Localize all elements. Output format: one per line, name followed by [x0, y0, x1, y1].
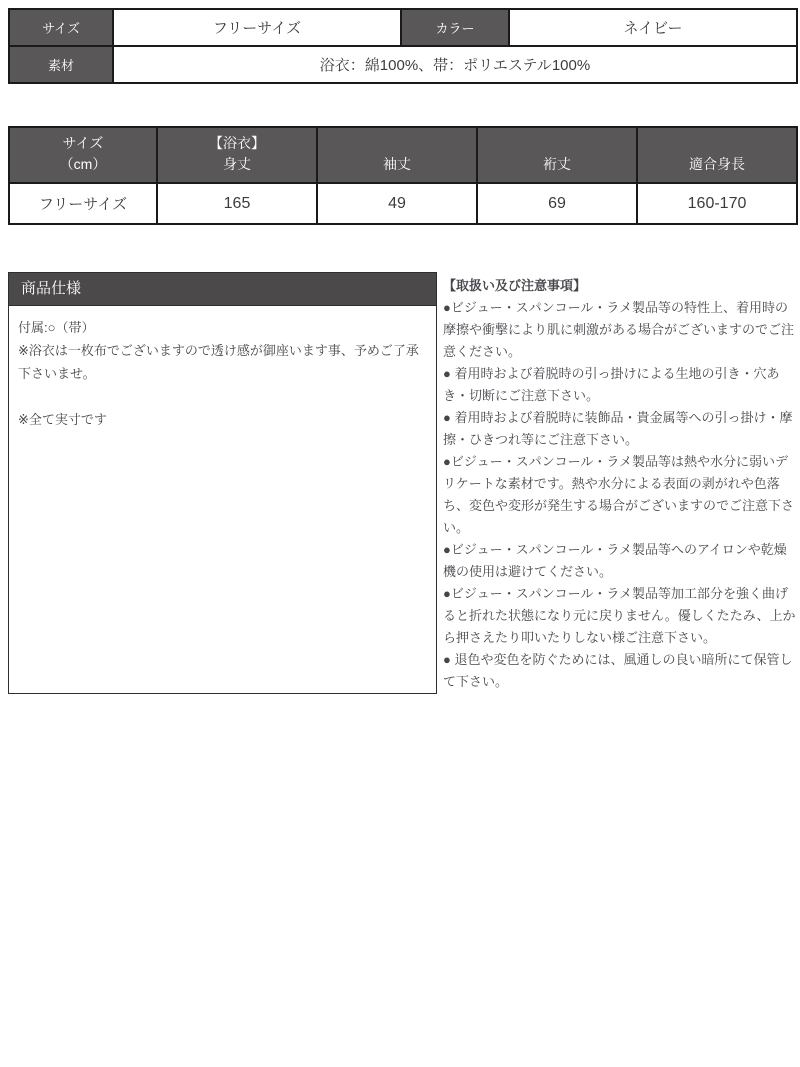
spec-actual-measure-note: ※全て実寸です: [18, 412, 107, 427]
color-header-cell: カラー: [401, 9, 509, 46]
yuki-length-header-cell: 裄丈: [477, 127, 637, 183]
table-row: [9, 183, 797, 224]
precaution-item: ●ビジュー・スパンコール・ラメ製品等へのアイロンや乾燥機の使用は避けてください。: [443, 542, 787, 579]
size-value-cell: フリーサイズ: [113, 9, 401, 46]
precautions: [443, 272, 796, 693]
precautions-title: 【取扱い及び注意事項】: [443, 278, 587, 293]
precaution-item: ●ビジュー・スパンコール・ラメ製品等加工部分を強く曲げると折れた状態になり元に戻りません。優しくたたみ、上から押さえたり叩いたりしない様ご注意下さい。: [443, 586, 796, 645]
precaution-item: ● 着用時および着脱時の引っ掛けによる生地の引き・穴あき・切断にご注意下さい。: [443, 366, 780, 403]
precaution-item: ●ビジュー・スパンコール・ラメ製品等は熱や水分に弱いデリケートな素材です。熱や水分による表面の剥がれや色落ち、変色や変形が発生する場合がございますのでご注意下さい。: [443, 454, 795, 535]
material-header-cell: 素材: [9, 46, 113, 83]
sleeve-length-header-cell: 袖丈: [317, 127, 477, 183]
header-line: （cm）: [59, 156, 107, 172]
yukata-body-length-header-cell: [157, 127, 317, 183]
size-cm-header-cell: [9, 127, 157, 183]
measurements-table: [8, 126, 798, 225]
table-row: [9, 46, 797, 83]
lower-columns: [8, 272, 796, 694]
yuki-length-value-cell: 69: [477, 183, 637, 224]
size-color-material-table: [8, 8, 798, 84]
table-header-row: [9, 127, 797, 183]
fit-height-value-cell: 160-170: [637, 183, 797, 224]
spec-accessory-line: 付属:○（帯）: [18, 320, 95, 335]
precaution-item: ●ビジュー・スパンコール・ラメ製品等の特性上、着用時の摩擦や衝撃により肌に刺激がある場合がございますのでご注意ください。: [443, 300, 795, 359]
sleeve-length-value-cell: 49: [317, 183, 477, 224]
precaution-item: ● 着用時および着脱時に装飾品・貴金属等への引っ掛け・摩擦・ひきつれ等にご注意下さい。: [443, 410, 793, 447]
header-line: サイズ: [62, 135, 104, 151]
size-header-cell: サイズ: [9, 9, 113, 46]
material-value-cell: 浴衣：綿100%、帯：ポリエステル100%: [113, 46, 797, 83]
product-spec-box: [8, 272, 437, 694]
product-spec-body: [9, 306, 436, 431]
spec-sheerness-note: ※浴衣は一枚布でございますので透け感が御座います事、予めご了承下さいませ。: [18, 343, 419, 381]
table-row: [9, 9, 797, 46]
precaution-item: ● 退色や変色を防ぐためには、風通しの良い暗所にて保管して下さい。: [443, 652, 793, 689]
size-row-label-cell: フリーサイズ: [9, 183, 157, 224]
header-line: 身丈: [223, 156, 251, 172]
header-line: 【浴衣】: [209, 135, 265, 151]
product-spec-title: 商品仕様: [9, 273, 436, 306]
fit-height-header-cell: 適合身長: [637, 127, 797, 183]
body-length-value-cell: 165: [157, 183, 317, 224]
color-value-cell: ネイビー: [509, 9, 797, 46]
